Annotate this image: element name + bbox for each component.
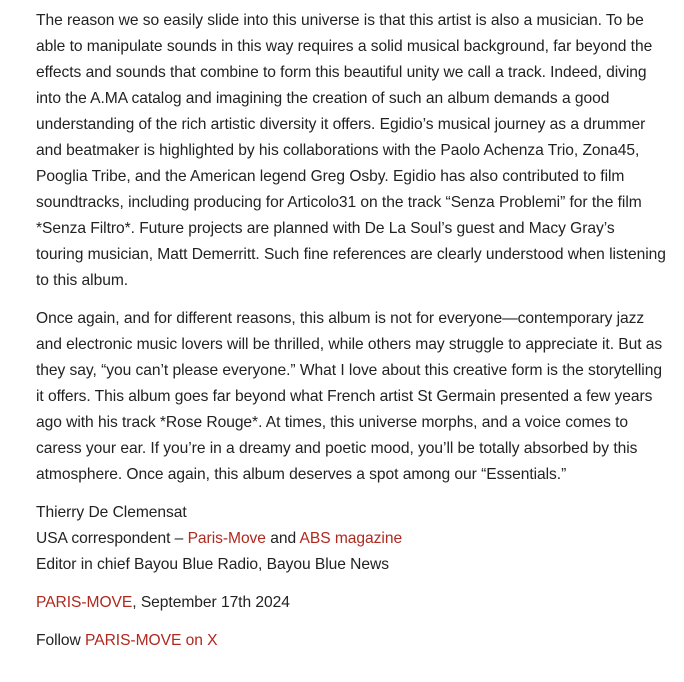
publish-date: , September 17th 2024 (132, 594, 290, 611)
paris-move-home-link[interactable]: PARIS-MOVE (36, 594, 133, 611)
follow-on-x-link[interactable]: PARIS-MOVE on X (85, 632, 218, 649)
editor-line: Editor in chief Bayou Blue Radio, Bayou Blue News (36, 556, 389, 573)
dateline (36, 590, 666, 616)
follow-prefix: Follow (36, 632, 86, 649)
author-name: Thierry De Clemensat (36, 504, 187, 521)
author-byline (36, 500, 666, 578)
author-role-prefix: USA correspondent – (36, 530, 188, 547)
follow-line (36, 628, 666, 654)
article-body (36, 8, 666, 654)
article-paragraph: Once again, and for different reasons, this album is not for everyone—contemporary jazz and electronic music lovers will be thrilled, while others may struggle to appreciate it. But as they say, “you can’t please everyone.” What I love about this creative form is the storytelling it offers. This album goes far beyond what French artist St Germain presented a few years ago with his track *Rose Rouge*. At times, this universe morphs, and a voice comes to caress your ear. If you’re in a dreamy and poetic mood, you’ll be totally absorbed by this atmosphere. Once again, this album deserves a spot among our “Essentials.” (36, 310, 663, 483)
article-paragraph: The reason we so easily slide into this universe is that this artist is also a musician. To be able to manipulate sounds in this way requires a solid musical background, far beyond the effects and sounds that combine to form this beautiful unity we call a track. Indeed, diving into the A.MA catalog and imagining the creation of such an album demands a good understanding of the rich artistic diversity it offers. Egidio’s musical journey as a drummer and beatmaker is highlighted by his collaborations with the Paolo Achenza Trio, Zona45, Pooglia Tribe, and the American legend Greg Osby. Egidio has also contributed to film soundtracks, including producing for Articolo31 on the track “Senza Problemi” for the film *Senza Filtro*. Future projects are planned with De La Soul’s guest and Macy Gray’s touring musician, Matt Demerritt. Such fine references are clearly understood when listening to this album. (36, 12, 666, 289)
paris-move-link[interactable]: Paris-Move (187, 530, 266, 547)
abs-magazine-link[interactable]: ABS magazine (299, 530, 403, 547)
and-text: and (265, 530, 300, 547)
